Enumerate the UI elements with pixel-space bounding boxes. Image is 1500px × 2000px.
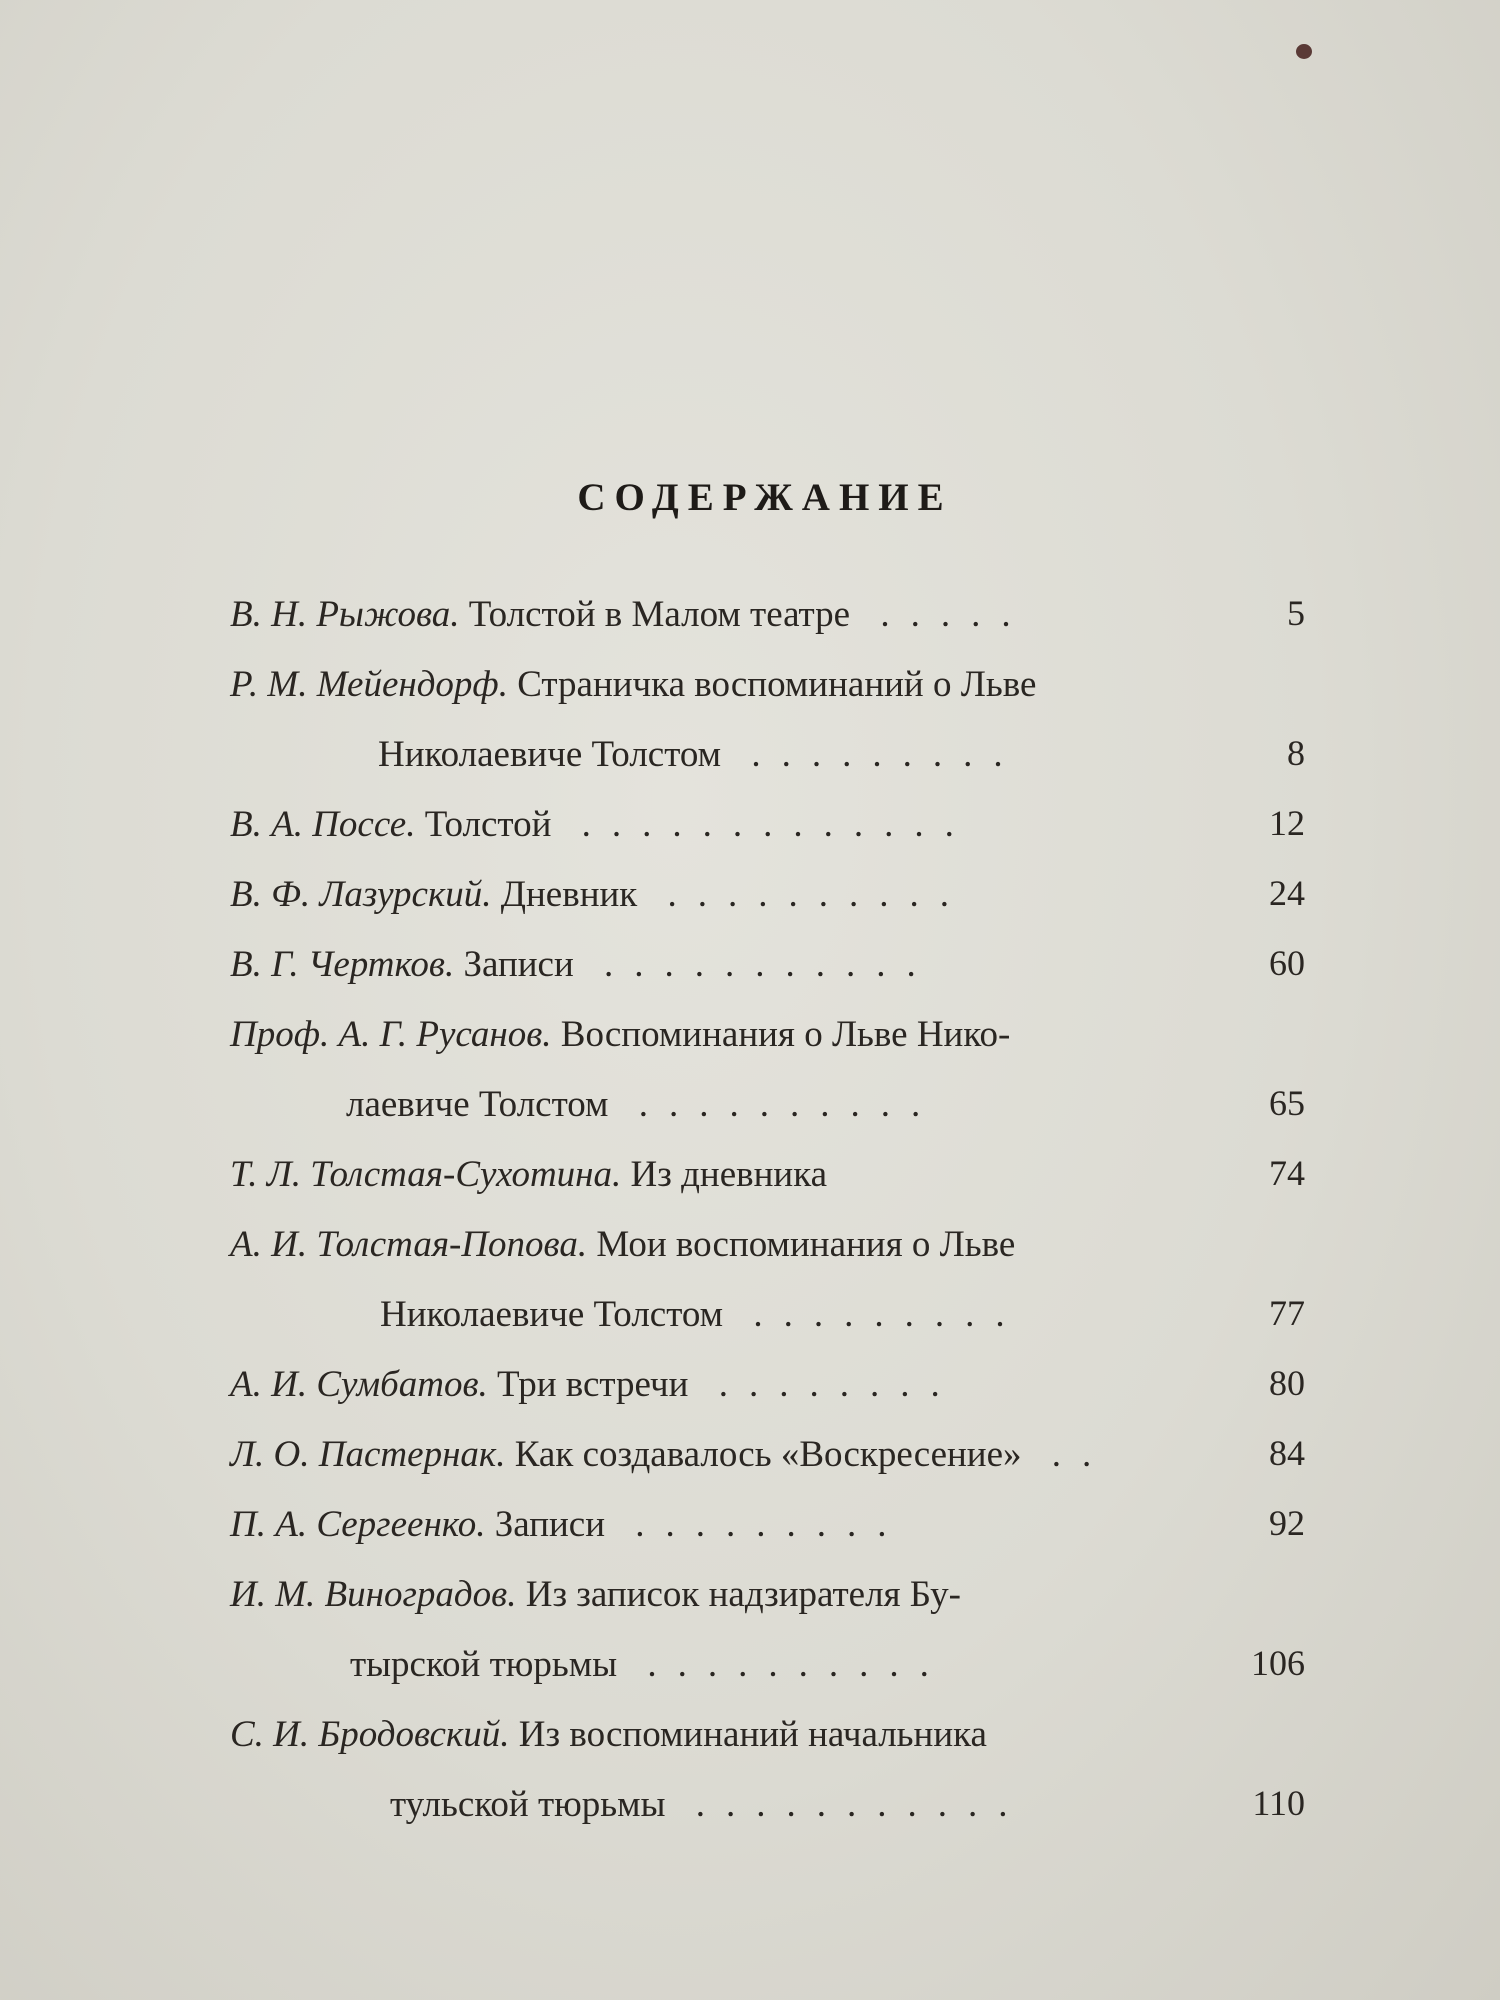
entry-page-number: 106: [1251, 1643, 1305, 1683]
entry-title: Мои воспоминания о Льве: [596, 1224, 1016, 1265]
entry-page-number: 12: [1269, 803, 1305, 843]
entry-page-number: 74: [1269, 1153, 1305, 1193]
entry-page-number: 65: [1269, 1083, 1305, 1123]
entry-title: Толстой: [424, 804, 552, 845]
entry-author: В. Г. Чертков.: [230, 944, 455, 985]
dot-leader: .....: [850, 594, 1032, 635]
toc-entry-continuation: [230, 1280, 1305, 1350]
toc-entry: [230, 1560, 1305, 1630]
dot-leader: ..........: [617, 1644, 950, 1685]
entry-author: Л. О. Пастернак.: [230, 1434, 506, 1475]
toc-entry-continuation: [230, 1070, 1305, 1140]
entry-author: П. А. Сергеенко.: [230, 1504, 486, 1545]
dot-leader: ..: [1021, 1434, 1113, 1475]
entry-title: Из записок надзирателя Бу-: [525, 1574, 961, 1615]
dot-leader: .........: [721, 734, 1024, 775]
dot-leader: ........: [688, 1364, 961, 1405]
entry-title: Страничка воспоминаний о Льве: [517, 664, 1037, 705]
entry-title-continuation: Николаевиче Толстом: [380, 1294, 724, 1335]
entry-title: Как создавалось «Воскресение»: [514, 1434, 1022, 1475]
entry-author: В. Н. Рыжова.: [230, 594, 460, 635]
entry-page-number: 24: [1269, 873, 1305, 913]
entry-page-number: 80: [1269, 1363, 1305, 1403]
entry-title: Записи: [463, 944, 574, 985]
dot-leader: .........: [723, 1294, 1026, 1335]
entry-page-number: 5: [1287, 593, 1305, 633]
entry-page-number: 77: [1269, 1293, 1305, 1333]
dot-leader: .............: [551, 804, 975, 845]
toc-entry-continuation: [230, 1630, 1305, 1700]
entry-page-number: 92: [1269, 1503, 1305, 1543]
toc-entry: [230, 790, 1305, 860]
dot-leader: ..........: [637, 874, 971, 915]
dot-leader: ...........: [665, 1784, 1029, 1825]
entry-page-number: 84: [1269, 1433, 1305, 1473]
entry-title: Из дневника: [630, 1154, 828, 1195]
toc-entry: [230, 580, 1305, 650]
toc-entry: [230, 1420, 1305, 1490]
entry-title: Толстой в Малом театре: [468, 594, 851, 635]
toc-entry: [230, 1210, 1305, 1280]
entry-author: Т. Л. Толстая-Сухотина.: [230, 1154, 622, 1195]
toc-entry: [230, 1140, 1305, 1210]
dot-leader: ...........: [573, 944, 937, 985]
entry-author: С. И. Бродовский.: [230, 1714, 510, 1755]
entry-author: В. Ф. Лазурский.: [230, 874, 492, 915]
toc-entry: [230, 1000, 1305, 1070]
entry-author: А. И. Толстая-Попова.: [230, 1224, 588, 1265]
toc-entry: [230, 930, 1305, 1000]
dot-leader: ..........: [608, 1084, 942, 1125]
toc-entry-continuation: [230, 1770, 1305, 1840]
entry-page-number: 110: [1252, 1783, 1305, 1823]
entry-title: Из воспоминаний начальника: [518, 1714, 987, 1755]
toc-entry: [230, 1350, 1305, 1420]
entry-author: А. И. Сумбатов.: [230, 1364, 488, 1405]
entry-author: В. А. Поссе.: [230, 804, 416, 845]
entry-title-continuation: лаевиче Толстом: [346, 1084, 609, 1125]
page-title: СОДЕРЖАНИЕ: [577, 476, 953, 519]
entry-author: Проф. А. Г. Русанов.: [230, 1014, 552, 1055]
dot-leader: .........: [605, 1504, 908, 1545]
entry-author: И. М. Виноградов.: [230, 1574, 517, 1615]
toc-entry-continuation: [230, 720, 1305, 790]
toc-entry: [230, 1490, 1305, 1560]
entry-title: Записи: [494, 1504, 606, 1545]
entry-page-number: 60: [1269, 943, 1305, 983]
entry-author: Р. М. Мейендорф.: [230, 664, 508, 705]
toc-entry: [230, 650, 1305, 720]
toc-entry: [230, 1700, 1305, 1770]
entry-page-number: 8: [1287, 733, 1305, 773]
entry-title: Три встречи: [497, 1364, 689, 1405]
entry-title: Дневник: [500, 874, 638, 915]
ink-speck: [1296, 44, 1312, 59]
entry-title-continuation: Николаевиче Толстом: [378, 734, 722, 775]
entry-title: Воспоминания о Льве Нико-: [560, 1014, 1011, 1055]
entry-title-continuation: тульской тюрьмы: [390, 1784, 666, 1825]
toc-entry: [230, 860, 1305, 930]
entry-title-continuation: тырской тюрьмы: [350, 1644, 618, 1685]
